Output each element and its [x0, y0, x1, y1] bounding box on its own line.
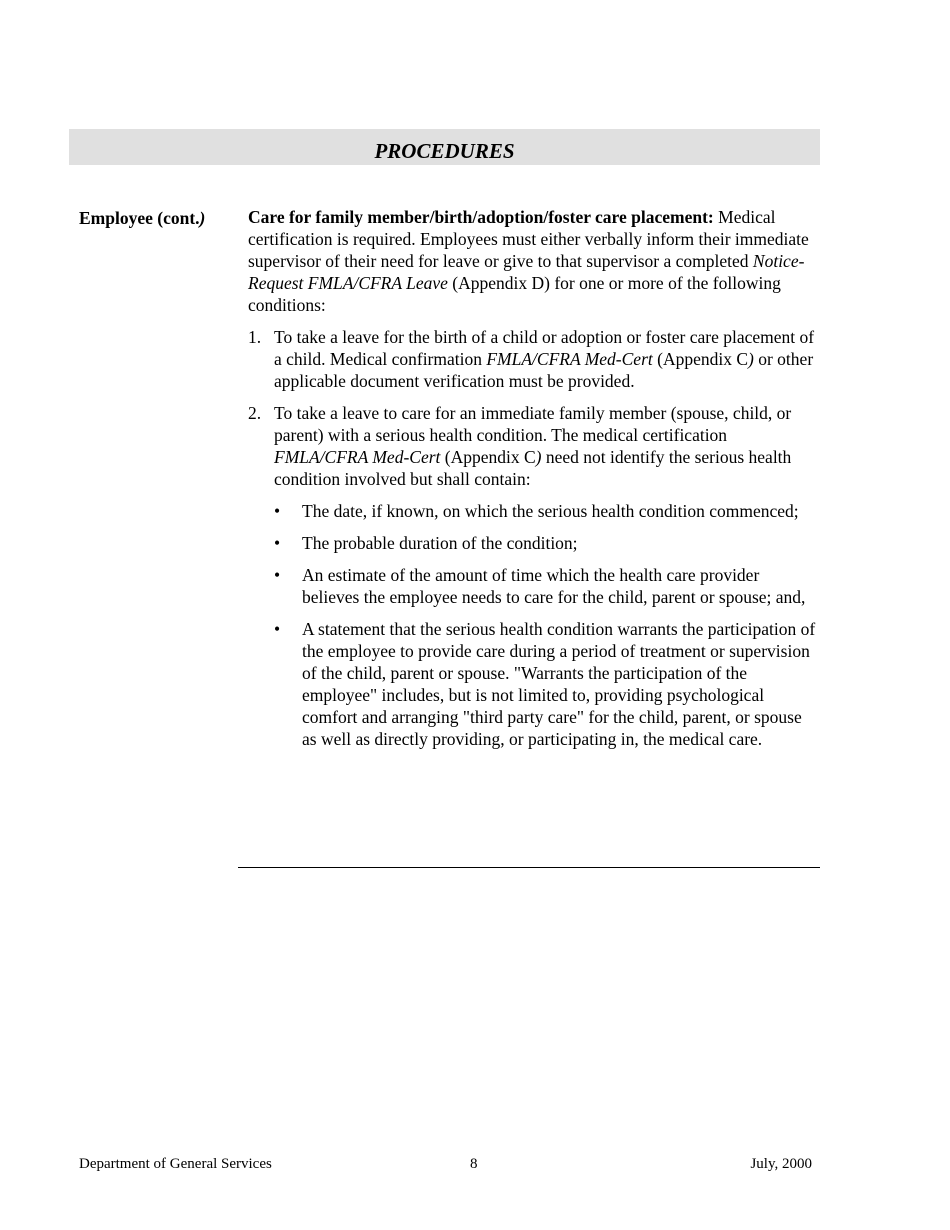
item-text-3: need not identify the serious health condition involved but shall contain: — [274, 447, 792, 489]
item-form-name: FMLA/CFRA Med-Cert — [486, 349, 653, 369]
intro-form-name: Notice-Request FMLA/CFRA Leave — [248, 251, 805, 293]
bullet-text: The date, if known, on which the serious health condition commenced; — [302, 501, 799, 521]
procedure-body — [248, 206, 818, 760]
item-paren: ) — [535, 447, 542, 467]
footer-page-number: 8 — [470, 1156, 478, 1172]
bullet-icon: • — [274, 533, 281, 553]
section-divider — [238, 867, 820, 868]
section-side-label — [79, 207, 205, 229]
procedures-header — [69, 129, 820, 165]
intro-text-2: (Appendix D) for one or more of the following conditions: — [248, 273, 781, 315]
header-title: PROCEDURES — [374, 139, 515, 163]
side-label-paren: ) — [199, 208, 206, 228]
item-paren: ) — [748, 349, 754, 369]
bullet-icon: • — [274, 619, 281, 639]
bullet-text: The probable duration of the condition; — [302, 533, 578, 553]
bullet-text: An estimate of the amount of time which the health care provider believes the employee needs to care for the child, parent or spouse; and, — [302, 565, 806, 607]
item-text-2: (Appendix C — [652, 349, 749, 369]
side-label-text: Employee (cont. — [79, 208, 200, 228]
item-text-1: To take a leave for the birth of a child or adoption or foster care placement of a child. Medical confirmation — [274, 327, 815, 369]
item-text-3: or other applicable document verification must be provided. — [274, 349, 814, 391]
footer-date: July, 2000 — [750, 1156, 812, 1172]
bullet-icon: • — [274, 501, 281, 521]
intro-title: Care for family member/birth/adoption/foster care placement: — [248, 207, 714, 227]
bullet-icon: • — [274, 565, 281, 585]
item-number: 2. — [248, 403, 262, 423]
numbered-item — [248, 402, 818, 750]
item-text-2: (Appendix C — [440, 447, 536, 467]
item-text-1: To take a leave to care for an immediate family member (spouse, child, or parent) with a serious health condition. The medical certification — [274, 403, 792, 445]
intro-paragraph — [248, 206, 818, 316]
bullet-item — [274, 618, 818, 750]
bullet-item — [274, 532, 818, 554]
item-form-name: FMLA/CFRA Med-Cert — [274, 447, 441, 467]
bullet-item — [274, 500, 818, 522]
footer-department: Department of General Services — [79, 1156, 272, 1172]
intro-text-1: Medical certification is required. Employees must either verbally inform their immediate supervisor of their need for leave or give to that supervisor a completed — [248, 207, 809, 271]
bullet-text: A statement that the serious health condition warrants the participation of the employee to provide care during a period of treatment or supervision of the child, parent or spouse. "Warrants the participation of the employee" includes, but is not limited to, providing psychological comfort and arranging "third party care" for the child, parent, or spouse as well as directly providing, or participating in, the medical care. — [302, 619, 816, 749]
bullet-list — [274, 500, 818, 750]
numbered-item — [248, 326, 818, 392]
bullet-item — [274, 564, 818, 608]
item-number: 1. — [248, 327, 262, 347]
